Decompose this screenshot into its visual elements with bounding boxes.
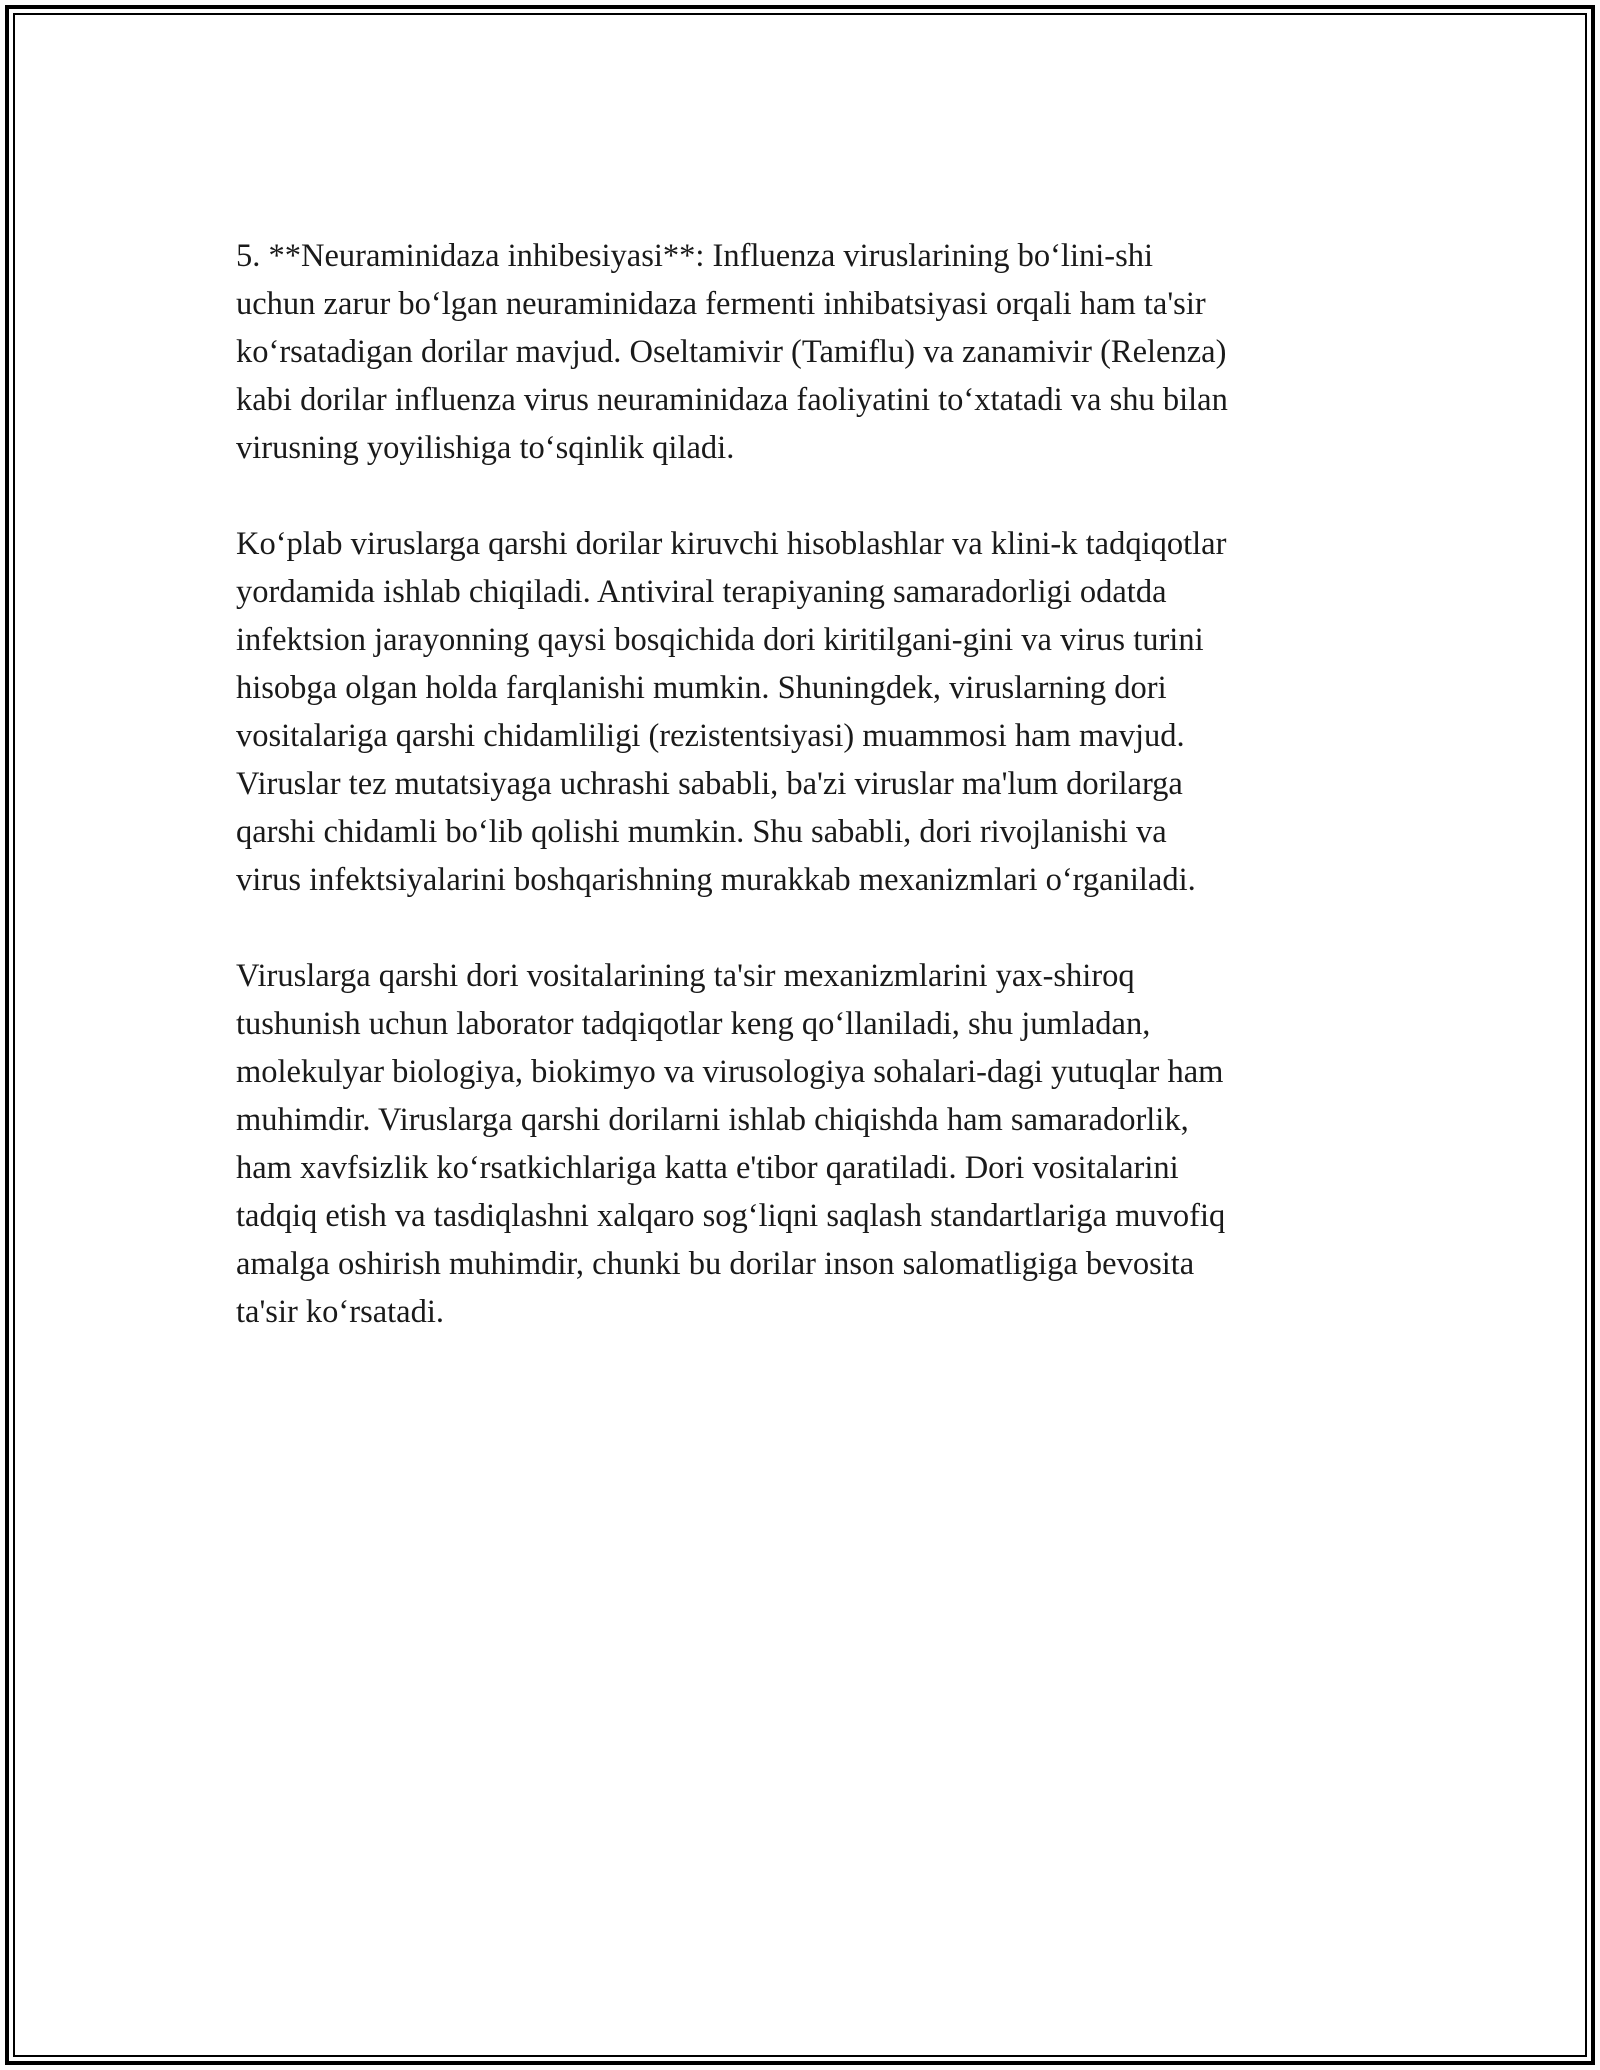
document-body [236,232,1366,1336]
text-line: Viruslar tez mutatsiyaga uchrashi sababli, ba'zi viruslar ma'lum dorilarga [236,766,1183,802]
paragraph-drug-development [236,520,1366,904]
text-line: Ko‘plab viruslarga qarshi dorilar kiruvchi hisoblashlar va klini-k tadqiqotlar [236,526,1227,562]
text-line: tadqiq etish va tasdiqlashni xalqaro sog‘liqni saqlash standartlariga muvofiq [236,1198,1226,1234]
text-line: Viruslarga qarshi dori vositalarining ta'sir mexanizmlarini yax-shiroq [236,958,1135,994]
paragraph-lab-research [236,952,1366,1336]
text-line: virusning yoyilishiga to‘sqinlik qiladi. [236,430,735,466]
paragraph-neuraminidase [236,232,1366,472]
text-line: ham xavfsizlik ko‘rsatkichlariga katta e'tibor qaratiladi. Dori vositalarini [236,1150,1179,1186]
text-line: 5. **Neuraminidaza inhibesiyasi**: Influenza viruslarining bo‘lini-shi [236,238,1153,274]
text-line: kabi dorilar influenza virus neuraminidaza faoliyatini to‘xtatadi va shu bilan [236,382,1228,418]
text-line: uchun zarur bo‘lgan neuraminidaza fermenti inhibatsiyasi orqali ham ta'sir [236,286,1206,322]
text-line: molekulyar biologiya, biokimyo va virusologiya sohalari-dagi yutuqlar ham [236,1054,1224,1090]
text-line: vositalariga qarshi chidamliligi (rezistentsiyasi) muammosi ham mavjud. [236,718,1185,754]
text-line: muhimdir. Viruslarga qarshi dorilarni ishlab chiqishda ham samaradorlik, [236,1102,1189,1138]
text-line: yordamida ishlab chiqiladi. Antiviral terapiyaning samaradorligi odatda [236,574,1167,610]
text-line: ko‘rsatadigan dorilar mavjud. Oseltamivir (Tamiflu) va zanamivir (Relenza) [236,334,1227,370]
text-line: infektsion jarayonning qaysi bosqichida dori kiritilgani-gini va virus turini [236,622,1204,658]
paragraph-spacer [236,904,1366,952]
paragraph-spacer [236,472,1366,520]
text-line: tushunish uchun laborator tadqiqotlar keng qo‘llaniladi, shu jumladan, [236,1006,1151,1042]
text-line: amalga oshirish muhimdir, chunki bu dorilar inson salomatligiga bevosita [236,1246,1195,1282]
text-line: qarshi chidamli bo‘lib qolishi mumkin. Shu sababli, dori rivojlanishi va [236,814,1167,850]
text-line: hisobga olgan holda farqlanishi mumkin. Shuningdek, viruslarning dori [236,670,1167,706]
text-line: virus infektsiyalarini boshqarishning murakkab mexanizmlari o‘rganiladi. [236,862,1196,898]
text-line: ta'sir ko‘rsatadi. [236,1294,445,1330]
